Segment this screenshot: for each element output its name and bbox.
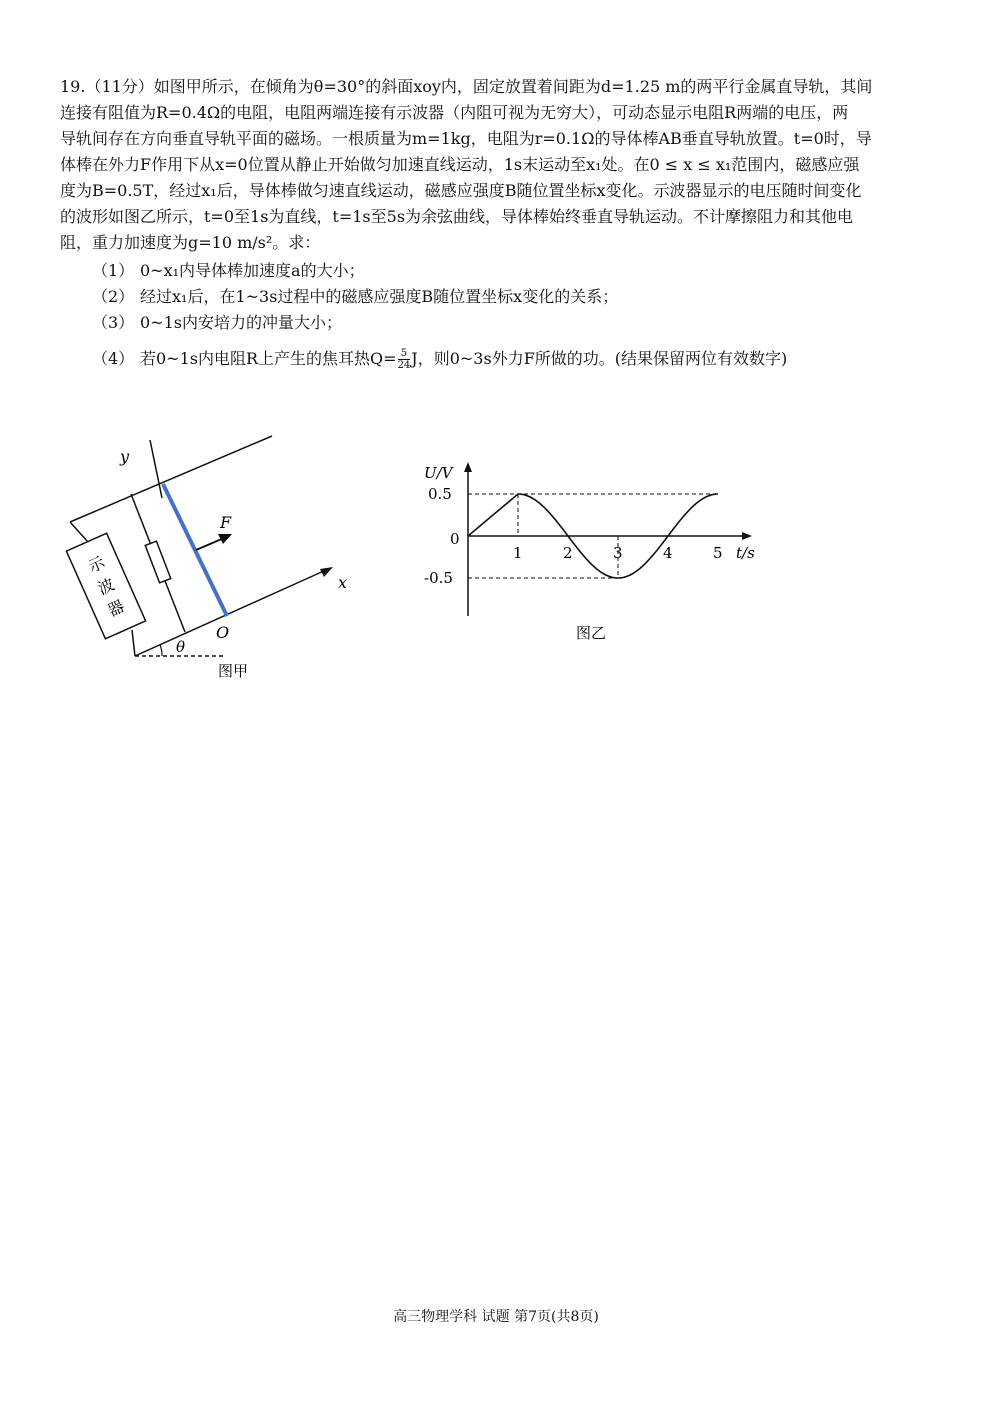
x-axis-label: t/s: [736, 544, 755, 562]
conductor-rod: [163, 484, 227, 616]
label-theta: θ: [176, 638, 186, 656]
sub-question-number: （4）: [92, 349, 135, 368]
fraction-denominator: 24: [397, 360, 411, 371]
question-line: 连接有阻值为R=0.4Ω的电阻，电阻两端连接有示波器（内阻可视为无穷大），可动态显示电阻R两端的电压，两: [60, 103, 849, 122]
question-line: 的波形如图乙所示，t=0至1s为直线，t=1s至5s为余弦曲线，导体棒始终垂直导轨运动。不计摩擦阻力和其他电: [60, 207, 854, 226]
origin-label: 0: [450, 530, 460, 548]
fraction: [398, 348, 411, 371]
sub-question-1: [92, 258, 365, 281]
upper-rail: [70, 436, 272, 522]
page-footer: 高三物理学科 试题 第7页(共8页): [393, 1309, 599, 1325]
x-axis-arrow: [320, 567, 333, 577]
lower-rail: [135, 570, 326, 656]
label-O: O: [216, 623, 230, 642]
y-axis-arrow: [464, 462, 472, 472]
left-wire: [70, 522, 88, 542]
oscilloscope-label: 示: [85, 552, 108, 577]
question-line: 阻，重力加速度为g=10 m/s²。求：: [60, 233, 321, 252]
x-tick-label: 4: [663, 544, 673, 562]
figure-a-diagram: [50, 420, 410, 700]
x-axis-arrow: [742, 532, 752, 540]
sub-question-text: 若0~1s内电阻R上产生的焦耳热Q=: [140, 349, 397, 368]
sub-question-3: [92, 310, 342, 333]
label-F: F: [220, 513, 232, 532]
question-line: 19.（11分）如图甲所示，在倾角为θ=30°的斜面xoy内，固定放置着间距为d=1.25 m的两平行金属直导轨，其间: [60, 77, 873, 96]
sub-question-text: 0~1s内安培力的冲量大小；: [140, 313, 342, 332]
sub-question-4: [92, 346, 787, 371]
sub-question-number: （3）: [92, 313, 135, 332]
sub-question-text: 0~x₁内导体棒加速度a的大小；: [140, 261, 365, 280]
x-tick-label: 1: [513, 544, 523, 562]
sub-question-text: 经过x₁后，在1~3s过程中的磁感应强度B随位置坐标x变化的关系；: [140, 287, 619, 306]
y-tick-label: -0.5: [424, 569, 453, 587]
y-axis: [150, 440, 162, 498]
figure-b-caption: 图乙: [576, 624, 607, 642]
voltage-line-segment: [468, 494, 518, 536]
figure-a-caption: 图甲: [218, 662, 249, 680]
force-arrow: [196, 538, 224, 550]
question-line: 体棒在外力F作用下从x=0位置从静止开始做匀加速直线运动，1s末运动至x₁处。在0 ≤ x ≤ x₁范围内，磁感应强: [60, 155, 860, 174]
figure-b-chart: [410, 458, 770, 658]
sub-question-2: [92, 284, 618, 307]
y-tick-label: 0.5: [428, 485, 452, 503]
question-line: 度为B=0.5T，经过x₁后，导体棒做匀速直线运动，磁感应强度B随位置坐标x变化。示波器显示的电压随时间变化: [60, 181, 862, 200]
fraction-numerator: 5: [398, 348, 411, 360]
oscilloscope-label: 器: [104, 596, 128, 621]
angle-arc: [160, 645, 162, 656]
oscilloscope: [66, 533, 145, 639]
y-axis-label: U/V: [424, 464, 453, 482]
x-tick-label: 5: [713, 544, 723, 562]
sub-question-number: （1）: [92, 261, 135, 280]
resistor: [145, 541, 171, 583]
oscilloscope-label: 波: [95, 574, 118, 599]
label-y: y: [120, 447, 130, 466]
question-line: 导轨间存在方向垂直导轨平面的磁场。一根质量为m=1kg，电阻为r=0.1Ω的导体棒AB垂直导轨放置。t=0时，导: [60, 129, 872, 148]
x-tick-label: 3: [613, 544, 623, 562]
left-wire: [132, 630, 135, 656]
label-x: x: [338, 573, 348, 592]
x-tick-label: 2: [563, 544, 573, 562]
sub-question-number: （2）: [92, 287, 135, 306]
sub-question-text: J，则0~3s外力F所做的功。(结果保留两位有效数字): [411, 349, 788, 368]
